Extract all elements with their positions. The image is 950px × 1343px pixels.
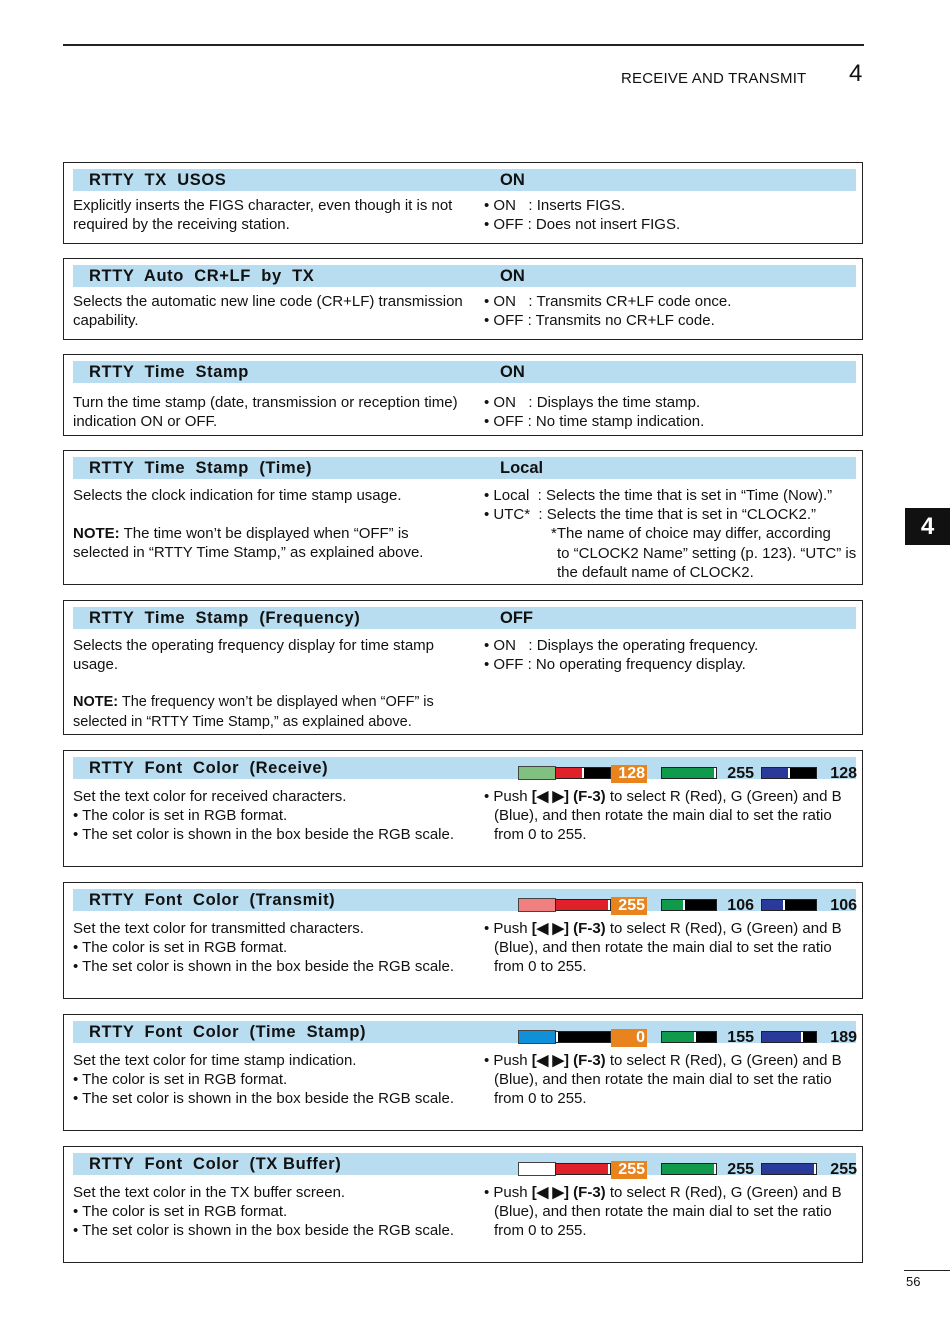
blue-level-bar bbox=[761, 767, 817, 779]
setting-instructions bbox=[484, 787, 856, 845]
description-text: Selects the clock indication for time stamp usage. bbox=[73, 487, 402, 504]
setting-description bbox=[73, 196, 463, 234]
setting-rtty-font-color-tx-buffer bbox=[63, 1146, 863, 1263]
setting-description bbox=[73, 919, 463, 977]
note-label: NOTE: bbox=[73, 694, 119, 711]
description-bullet: • The set color is shown in the box beside the RGB scale. bbox=[73, 1090, 455, 1108]
description-bullet: • The color is set in RGB format. bbox=[73, 1203, 288, 1221]
blue-level-bar bbox=[761, 1031, 817, 1043]
setting-rtty-time-stamp-time bbox=[63, 450, 863, 585]
red-level-bar bbox=[555, 899, 611, 911]
option-item: • UTC* : Selects the time that is set in “CLOCK2.” bbox=[484, 506, 817, 524]
section-title: RECEIVE AND TRANSMIT bbox=[621, 70, 807, 87]
instruction-suffix: to select R (Red), G (Green) and B (Blue), and then rotate the main dial to set the ratio from 0 to 255. bbox=[494, 920, 842, 976]
color-preview-swatch bbox=[518, 898, 556, 912]
setting-header bbox=[73, 1021, 857, 1046]
setting-options bbox=[484, 292, 856, 330]
instruction-text bbox=[484, 919, 856, 977]
rgb-scale bbox=[508, 897, 857, 915]
instruction-text bbox=[484, 787, 856, 845]
green-value: 255 bbox=[727, 1161, 754, 1178]
blue-level-bar bbox=[761, 899, 817, 911]
setting-rtty-tx-usos bbox=[63, 162, 863, 244]
color-preview-swatch bbox=[518, 766, 556, 780]
option-footnote: to “CLOCK2 Name” setting (p. 123). “UTC” is the default name of CLOCK2. bbox=[557, 544, 857, 581]
setting-default-value: ON bbox=[500, 267, 525, 285]
option-item: • OFF : Does not insert FIGS. bbox=[484, 216, 681, 234]
chapter-number: 4 bbox=[849, 60, 863, 87]
setting-header bbox=[73, 265, 856, 287]
setting-name: RTTY Auto CR+LF by TX bbox=[89, 267, 315, 285]
description-text: Set the text color in the TX buffer screen. bbox=[73, 1184, 346, 1201]
option-footnote: *The name of choice may differ, according bbox=[551, 525, 831, 543]
setting-header bbox=[73, 457, 856, 479]
instruction-prefix: • Push bbox=[484, 788, 532, 805]
setting-rtty-time-stamp bbox=[63, 354, 863, 436]
chapter-side-tab: 4 bbox=[905, 508, 950, 545]
description-bullet: • The set color is shown in the box beside the RGB scale. bbox=[73, 1222, 455, 1240]
blue-value: 189 bbox=[830, 1029, 857, 1046]
option-item: • ON : Inserts FIGS. bbox=[484, 197, 626, 214]
setting-name: RTTY Font Color (Receive) bbox=[89, 759, 329, 777]
green-level-bar bbox=[661, 1163, 717, 1175]
red-value: 0 bbox=[611, 1029, 647, 1047]
green-value: 106 bbox=[727, 897, 754, 914]
instruction-suffix: to select R (Red), G (Green) and B (Blue), and then rotate the main dial to set the ratio from 0 to 255. bbox=[494, 1184, 842, 1240]
setting-header bbox=[73, 169, 856, 191]
setting-options bbox=[484, 196, 856, 234]
instruction-text bbox=[484, 1051, 856, 1109]
setting-description bbox=[73, 787, 463, 845]
setting-rtty-time-stamp-frequency bbox=[63, 600, 863, 735]
setting-options bbox=[484, 393, 856, 431]
setting-default-value: ON bbox=[500, 363, 525, 381]
description-bullet: • The color is set in RGB format. bbox=[73, 1071, 288, 1089]
option-item: • Local : Selects the time that is set in “Time (Now).” bbox=[484, 487, 833, 504]
setting-description bbox=[73, 636, 463, 732]
red-level-bar bbox=[555, 767, 611, 779]
setting-description bbox=[73, 486, 463, 563]
setting-rtty-font-color-time-stamp bbox=[63, 1014, 863, 1131]
setting-header bbox=[73, 607, 856, 629]
instruction-prefix: • Push bbox=[484, 1184, 532, 1201]
description-bullet: • The color is set in RGB format. bbox=[73, 939, 288, 957]
setting-instructions bbox=[484, 1051, 856, 1109]
blue-value: 128 bbox=[830, 765, 857, 782]
setting-default-value: Local bbox=[500, 459, 544, 477]
top-rule bbox=[63, 44, 864, 46]
blue-value: 255 bbox=[830, 1161, 857, 1178]
note-text: The frequency won’t be displayed when “OFF” is selected in “RTTY Time Stamp,” as explained above. bbox=[73, 694, 434, 730]
option-item: • OFF : No operating frequency display. bbox=[484, 656, 746, 674]
rgb-scale bbox=[508, 1029, 857, 1047]
setting-instructions bbox=[484, 1183, 856, 1241]
green-value: 155 bbox=[727, 1029, 754, 1046]
setting-description bbox=[73, 292, 463, 330]
setting-header bbox=[73, 361, 856, 383]
option-item: • OFF : Transmits no CR+LF code. bbox=[484, 312, 715, 330]
setting-default-value: OFF bbox=[500, 609, 533, 627]
description-text: Turn the time stamp (date, transmission or reception time) indication ON or OFF. bbox=[73, 394, 458, 431]
setting-description bbox=[73, 393, 463, 431]
green-level-bar bbox=[661, 1031, 717, 1043]
setting-options bbox=[484, 636, 856, 674]
color-preview-swatch bbox=[518, 1162, 556, 1176]
setting-instructions bbox=[484, 919, 856, 977]
setting-header bbox=[73, 757, 857, 782]
description-text: Set the text color for received characters. bbox=[73, 788, 347, 805]
setting-name: RTTY TX USOS bbox=[89, 171, 227, 189]
option-item: • ON : Transmits CR+LF code once. bbox=[484, 293, 732, 310]
setting-default-value: ON bbox=[500, 171, 525, 189]
setting-name: RTTY Time Stamp (Time) bbox=[89, 459, 313, 477]
setting-name: RTTY Time Stamp (Frequency) bbox=[89, 609, 361, 627]
instruction-prefix: • Push bbox=[484, 1052, 532, 1069]
setting-name: RTTY Font Color (TX Buffer) bbox=[89, 1155, 342, 1173]
option-item: • ON : Displays the time stamp. bbox=[484, 394, 701, 411]
key-label: [◀ ▶] (F-3) bbox=[531, 1052, 606, 1069]
description-text: Set the text color for time stamp indication. bbox=[73, 1052, 357, 1069]
green-value: 255 bbox=[727, 765, 754, 782]
setting-name: RTTY Time Stamp bbox=[89, 363, 249, 381]
key-label: [◀ ▶] (F-3) bbox=[531, 1184, 606, 1201]
page-number-rule bbox=[904, 1270, 950, 1271]
rgb-scale bbox=[508, 1161, 857, 1179]
green-level-bar bbox=[661, 899, 717, 911]
description-text: Explicitly inserts the FIGS character, even though it is not required by the receiving station. bbox=[73, 197, 453, 234]
setting-rtty-auto-crlf bbox=[63, 258, 863, 340]
setting-rtty-font-color-receive bbox=[63, 750, 863, 867]
blue-level-bar bbox=[761, 1163, 817, 1175]
setting-name: RTTY Font Color (Transmit) bbox=[89, 891, 336, 909]
blue-value: 106 bbox=[830, 897, 857, 914]
description-bullet: • The set color is shown in the box beside the RGB scale. bbox=[73, 958, 455, 976]
rgb-scale bbox=[508, 765, 857, 783]
green-level-bar bbox=[661, 767, 717, 779]
key-label: [◀ ▶] (F-3) bbox=[531, 920, 606, 937]
note-label: NOTE: bbox=[73, 525, 120, 543]
setting-description bbox=[73, 1051, 463, 1109]
note bbox=[73, 693, 463, 731]
description-bullet: • The color is set in RGB format. bbox=[73, 807, 288, 825]
red-level-bar bbox=[555, 1031, 611, 1043]
setting-header bbox=[73, 889, 857, 914]
instruction-suffix: to select R (Red), G (Green) and B (Blue), and then rotate the main dial to set the ratio from 0 to 255. bbox=[494, 788, 842, 844]
red-value: 128 bbox=[611, 765, 647, 783]
description-text: Selects the operating frequency display for time stamp usage. bbox=[73, 637, 435, 674]
page-number: 56 bbox=[906, 1274, 921, 1289]
setting-options bbox=[484, 486, 864, 582]
color-preview-swatch bbox=[518, 1030, 556, 1044]
key-label: [◀ ▶] (F-3) bbox=[531, 788, 606, 805]
description-text: Set the text color for transmitted characters. bbox=[73, 920, 364, 937]
setting-name: RTTY Font Color (Time Stamp) bbox=[89, 1023, 367, 1041]
instruction-text bbox=[484, 1183, 856, 1241]
red-level-bar bbox=[555, 1163, 611, 1175]
description-bullet: • The set color is shown in the box beside the RGB scale. bbox=[73, 826, 455, 844]
setting-description bbox=[73, 1183, 463, 1241]
option-item: • ON : Displays the operating frequency. bbox=[484, 637, 759, 654]
option-item: • OFF : No time stamp indication. bbox=[484, 413, 705, 431]
note bbox=[73, 524, 463, 562]
note-text: The time won’t be displayed when “OFF” is selected in “RTTY Time Stamp,” as explained above. bbox=[73, 525, 424, 562]
setting-rtty-font-color-transmit bbox=[63, 882, 863, 999]
red-value: 255 bbox=[611, 897, 647, 915]
instruction-suffix: to select R (Red), G (Green) and B (Blue), and then rotate the main dial to set the ratio from 0 to 255. bbox=[494, 1052, 842, 1108]
instruction-prefix: • Push bbox=[484, 920, 532, 937]
setting-header bbox=[73, 1153, 857, 1178]
red-value: 255 bbox=[611, 1161, 647, 1179]
description-text: Selects the automatic new line code (CR+LF) transmission capability. bbox=[73, 293, 463, 330]
